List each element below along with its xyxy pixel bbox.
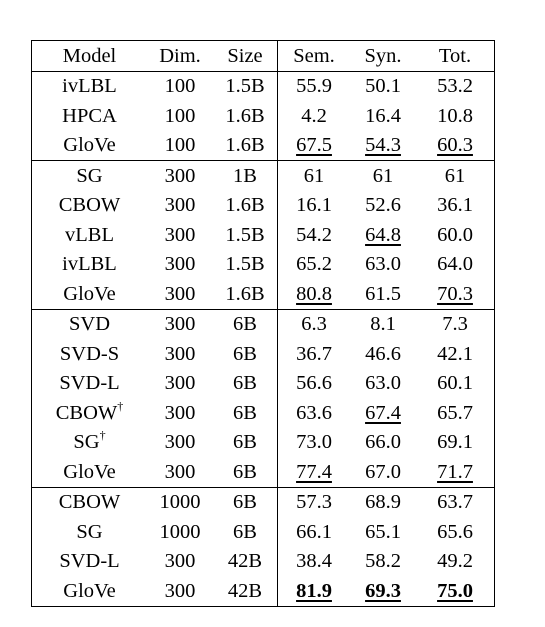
cell-sem bbox=[278, 369, 351, 399]
cell-model bbox=[32, 487, 148, 517]
cell-tot-text: 65.6 bbox=[437, 520, 473, 543]
cell-size-text: 6B bbox=[233, 491, 257, 513]
cell-syn bbox=[350, 250, 416, 280]
cell-dim bbox=[147, 547, 213, 577]
cell-model-text: ivLBL bbox=[62, 75, 117, 97]
cell-sem-text: 73.0 bbox=[296, 431, 332, 453]
table-row bbox=[32, 339, 495, 369]
cell-size-text: 1B bbox=[233, 164, 257, 187]
cell-size bbox=[213, 517, 278, 547]
cell-sem bbox=[278, 576, 351, 606]
cell-tot bbox=[416, 161, 495, 191]
cell-sem bbox=[278, 131, 351, 161]
cell-dim bbox=[147, 191, 213, 221]
cell-dim-text: 300 bbox=[164, 342, 196, 365]
cell-syn-text: 63.0 bbox=[365, 372, 401, 394]
cell-sem bbox=[278, 398, 351, 428]
cell-syn bbox=[350, 339, 416, 369]
cell-model-text: ivLBL bbox=[62, 253, 117, 275]
cell-dim bbox=[147, 576, 213, 606]
cell-tot bbox=[416, 547, 495, 577]
cell-model bbox=[32, 457, 148, 487]
cell-dim bbox=[147, 517, 213, 547]
cell-dim-text: 300 bbox=[164, 194, 196, 216]
cell-tot bbox=[416, 71, 495, 101]
cell-tot-text: 70.3 bbox=[437, 282, 473, 305]
cell-syn bbox=[350, 101, 416, 131]
cell-size-text: 6B bbox=[233, 342, 257, 365]
cell-size-text: 42B bbox=[227, 550, 263, 572]
cell-sem bbox=[278, 161, 351, 191]
cell-sem-text: 77.4 bbox=[296, 460, 332, 483]
table-row bbox=[32, 161, 495, 191]
cell-tot bbox=[416, 309, 495, 339]
cell-tot-text: 60.0 bbox=[437, 223, 473, 246]
table-row bbox=[32, 191, 495, 221]
table-row bbox=[32, 428, 495, 458]
header-tot: Tot. bbox=[416, 41, 495, 72]
cell-sem bbox=[278, 279, 351, 309]
header-size: Size bbox=[213, 41, 278, 72]
cell-dim-text: 300 bbox=[164, 253, 196, 275]
cell-syn-text: 69.3 bbox=[365, 579, 401, 602]
cell-syn bbox=[350, 457, 416, 487]
cell-size bbox=[213, 131, 278, 161]
cell-model bbox=[32, 279, 148, 309]
dagger-mark: † bbox=[117, 398, 124, 413]
cell-sem bbox=[278, 428, 351, 458]
cell-syn-text: 61.5 bbox=[365, 282, 401, 305]
cell-size-text: 6B bbox=[233, 313, 257, 335]
table-row bbox=[32, 101, 495, 131]
table-row bbox=[32, 131, 495, 161]
table-row bbox=[32, 369, 495, 399]
cell-size-text: 1.6B bbox=[225, 104, 265, 127]
cell-dim-text: 100 bbox=[164, 134, 196, 156]
cell-model bbox=[32, 547, 148, 577]
cell-tot bbox=[416, 101, 495, 131]
cell-dim-text: 300 bbox=[164, 550, 196, 572]
cell-dim bbox=[147, 71, 213, 101]
cell-model bbox=[32, 250, 148, 280]
cell-dim bbox=[147, 369, 213, 399]
cell-syn bbox=[350, 279, 416, 309]
cell-dim bbox=[147, 398, 213, 428]
cell-model-text: CBOW bbox=[58, 194, 121, 216]
cell-size bbox=[213, 576, 278, 606]
cell-syn-text: 68.9 bbox=[365, 491, 401, 513]
cell-tot-text: 65.7 bbox=[437, 401, 473, 424]
cell-size bbox=[213, 309, 278, 339]
cell-size bbox=[213, 428, 278, 458]
cell-dim-text: 300 bbox=[164, 313, 196, 335]
cell-size-text: 42B bbox=[227, 579, 263, 602]
table-row bbox=[32, 457, 495, 487]
cell-tot bbox=[416, 369, 495, 399]
cell-syn bbox=[350, 517, 416, 547]
cell-tot bbox=[416, 576, 495, 606]
cell-model bbox=[32, 517, 148, 547]
cell-syn bbox=[350, 428, 416, 458]
cell-model-text: GloVe bbox=[63, 282, 116, 305]
cell-sem bbox=[278, 71, 351, 101]
cell-dim-text: 100 bbox=[164, 75, 196, 97]
cell-syn bbox=[350, 398, 416, 428]
cell-tot-text: 53.2 bbox=[437, 75, 473, 97]
cell-dim-text: 300 bbox=[164, 372, 196, 394]
cell-model-text: GloVe bbox=[63, 460, 116, 483]
cell-tot-text: 60.1 bbox=[437, 372, 473, 394]
cell-size-text: 6B bbox=[233, 401, 257, 424]
cell-sem bbox=[278, 250, 351, 280]
cell-tot-text: 71.7 bbox=[437, 460, 473, 483]
cell-dim bbox=[147, 339, 213, 369]
table-row bbox=[32, 576, 495, 606]
cell-sem-text: 4.2 bbox=[301, 104, 327, 127]
cell-sem-text: 56.6 bbox=[296, 372, 332, 394]
cell-dim-text: 300 bbox=[164, 223, 196, 246]
cell-size bbox=[213, 487, 278, 517]
cell-syn bbox=[350, 191, 416, 221]
cell-size bbox=[213, 71, 278, 101]
cell-sem bbox=[278, 339, 351, 369]
cell-dim bbox=[147, 279, 213, 309]
cell-model bbox=[32, 576, 148, 606]
cell-sem-text: 66.1 bbox=[296, 520, 332, 543]
cell-size-text: 1.5B bbox=[225, 223, 265, 246]
cell-sem-text: 36.7 bbox=[296, 342, 332, 365]
cell-tot-text: 69.1 bbox=[437, 431, 473, 453]
cell-size bbox=[213, 279, 278, 309]
cell-syn-text: 61 bbox=[372, 164, 394, 187]
cell-syn-text: 16.4 bbox=[365, 104, 401, 127]
cell-syn bbox=[350, 161, 416, 191]
cell-tot bbox=[416, 428, 495, 458]
header-model: Model bbox=[32, 41, 148, 72]
cell-tot-text: 61 bbox=[444, 164, 466, 187]
cell-syn bbox=[350, 487, 416, 517]
cell-size bbox=[213, 457, 278, 487]
cell-syn-text: 52.6 bbox=[365, 194, 401, 216]
cell-size bbox=[213, 191, 278, 221]
header-dim: Dim. bbox=[147, 41, 213, 72]
cell-model bbox=[32, 369, 148, 399]
cell-dim bbox=[147, 131, 213, 161]
cell-sem-text: 57.3 bbox=[296, 491, 332, 513]
cell-model-text: SVD-S bbox=[59, 342, 120, 365]
cell-syn bbox=[350, 131, 416, 161]
cell-tot-text: 7.3 bbox=[442, 313, 468, 335]
table-row bbox=[32, 250, 495, 280]
cell-tot bbox=[416, 398, 495, 428]
cell-model-text: GloVe bbox=[63, 579, 116, 602]
cell-model-text: vLBL bbox=[65, 223, 114, 246]
cell-size-text: 6B bbox=[233, 372, 257, 394]
results-table bbox=[31, 40, 495, 607]
cell-syn-text: 67.4 bbox=[365, 401, 401, 424]
cell-sem bbox=[278, 487, 351, 517]
table-row bbox=[32, 220, 495, 250]
cell-sem bbox=[278, 309, 351, 339]
cell-sem-text: 61 bbox=[303, 164, 325, 187]
cell-sem bbox=[278, 517, 351, 547]
cell-syn-text: 46.6 bbox=[365, 342, 401, 365]
cell-model bbox=[32, 101, 148, 131]
cell-model-text: HPCA bbox=[62, 104, 117, 127]
cell-syn bbox=[350, 309, 416, 339]
cell-syn bbox=[350, 547, 416, 577]
cell-model bbox=[32, 398, 148, 428]
cell-dim bbox=[147, 457, 213, 487]
cell-syn-text: 50.1 bbox=[365, 75, 401, 97]
cell-size-text: 1.5B bbox=[225, 75, 265, 97]
table-row bbox=[32, 71, 495, 101]
cell-sem-text: 55.9 bbox=[296, 75, 332, 97]
cell-size bbox=[213, 161, 278, 191]
cell-dim-text: 1000 bbox=[159, 520, 201, 543]
cell-model bbox=[32, 71, 148, 101]
cell-size-text: 1.5B bbox=[225, 253, 265, 275]
header-sem: Sem. bbox=[278, 41, 351, 72]
cell-tot bbox=[416, 517, 495, 547]
cell-model-text: SG bbox=[76, 520, 103, 543]
header-row bbox=[32, 41, 495, 72]
table-row bbox=[32, 398, 495, 428]
cell-dim-text: 300 bbox=[164, 164, 196, 187]
cell-sem bbox=[278, 547, 351, 577]
cell-dim-text: 300 bbox=[164, 401, 196, 424]
cell-syn bbox=[350, 576, 416, 606]
cell-syn-text: 63.0 bbox=[365, 253, 401, 275]
cell-model-text: SVD-L bbox=[59, 550, 120, 572]
cell-syn-text: 64.8 bbox=[365, 223, 401, 246]
cell-dim bbox=[147, 220, 213, 250]
cell-dim bbox=[147, 161, 213, 191]
cell-sem-text: 65.2 bbox=[296, 253, 332, 275]
cell-dim bbox=[147, 101, 213, 131]
cell-sem-text: 6.3 bbox=[301, 313, 327, 335]
cell-model bbox=[32, 428, 148, 458]
cell-tot bbox=[416, 487, 495, 517]
cell-tot bbox=[416, 191, 495, 221]
cell-model bbox=[32, 339, 148, 369]
cell-size bbox=[213, 220, 278, 250]
cell-model-text: CBOW bbox=[55, 401, 118, 424]
cell-dim-text: 1000 bbox=[159, 491, 201, 513]
cell-model-text: GloVe bbox=[63, 134, 116, 156]
cell-dim bbox=[147, 309, 213, 339]
cell-model bbox=[32, 191, 148, 221]
cell-tot bbox=[416, 131, 495, 161]
cell-syn-text: 66.0 bbox=[365, 431, 401, 453]
cell-model-text: SG bbox=[76, 164, 103, 187]
cell-syn-text: 58.2 bbox=[365, 550, 401, 572]
cell-sem-text: 80.8 bbox=[296, 282, 332, 305]
cell-dim bbox=[147, 250, 213, 280]
cell-syn bbox=[350, 220, 416, 250]
cell-dim-text: 300 bbox=[164, 431, 196, 453]
table-row bbox=[32, 547, 495, 577]
cell-tot bbox=[416, 250, 495, 280]
cell-tot-text: 42.1 bbox=[437, 342, 473, 365]
cell-syn bbox=[350, 71, 416, 101]
cell-tot-text: 75.0 bbox=[437, 579, 473, 602]
table-row bbox=[32, 487, 495, 517]
cell-model bbox=[32, 309, 148, 339]
cell-sem bbox=[278, 191, 351, 221]
cell-sem bbox=[278, 220, 351, 250]
table-row bbox=[32, 279, 495, 309]
header-syn: Syn. bbox=[350, 41, 416, 72]
cell-sem-text: 38.4 bbox=[296, 550, 332, 572]
cell-syn-text: 67.0 bbox=[365, 460, 401, 483]
cell-size-text: 6B bbox=[233, 520, 257, 543]
cell-sem-text: 67.5 bbox=[296, 134, 332, 156]
cell-tot-text: 10.8 bbox=[437, 104, 473, 127]
cell-tot-text: 49.2 bbox=[437, 550, 473, 572]
cell-tot bbox=[416, 220, 495, 250]
cell-model bbox=[32, 161, 148, 191]
cell-tot bbox=[416, 279, 495, 309]
cell-sem-text: 81.9 bbox=[296, 579, 332, 602]
cell-tot-text: 63.7 bbox=[437, 491, 473, 513]
cell-syn-text: 54.3 bbox=[365, 134, 401, 156]
table-row bbox=[32, 517, 495, 547]
cell-dim bbox=[147, 428, 213, 458]
cell-size-text: 1.6B bbox=[225, 194, 265, 216]
cell-model-text: SVD-L bbox=[59, 372, 120, 394]
cell-tot bbox=[416, 339, 495, 369]
cell-size bbox=[213, 369, 278, 399]
cell-sem bbox=[278, 457, 351, 487]
cell-syn bbox=[350, 369, 416, 399]
cell-tot-text: 36.1 bbox=[437, 194, 473, 216]
cell-dim-text: 300 bbox=[164, 579, 196, 602]
cell-tot-text: 64.0 bbox=[437, 253, 473, 275]
cell-size bbox=[213, 250, 278, 280]
cell-syn-text: 8.1 bbox=[370, 313, 396, 335]
table-row bbox=[32, 309, 495, 339]
cell-syn-text: 65.1 bbox=[365, 520, 401, 543]
cell-dim-text: 100 bbox=[164, 104, 196, 127]
cell-model-text: SVD bbox=[68, 313, 110, 335]
cell-sem-text: 16.1 bbox=[296, 194, 332, 216]
cell-size-text: 6B bbox=[233, 431, 257, 453]
cell-model bbox=[32, 220, 148, 250]
table-body bbox=[32, 71, 495, 606]
cell-tot-text: 60.3 bbox=[437, 134, 473, 156]
cell-dim-text: 300 bbox=[164, 282, 196, 305]
cell-sem bbox=[278, 101, 351, 131]
cell-size bbox=[213, 339, 278, 369]
cell-size bbox=[213, 398, 278, 428]
cell-size bbox=[213, 101, 278, 131]
cell-sem-text: 63.6 bbox=[296, 401, 332, 424]
cell-sem-text: 54.2 bbox=[296, 223, 332, 246]
cell-size-text: 1.6B bbox=[225, 282, 265, 305]
cell-tot bbox=[416, 457, 495, 487]
dagger-mark: † bbox=[99, 428, 106, 442]
cell-size bbox=[213, 547, 278, 577]
cell-size-text: 6B bbox=[233, 460, 257, 483]
cell-model-text: SG bbox=[73, 431, 100, 453]
cell-dim bbox=[147, 487, 213, 517]
cell-size-text: 1.6B bbox=[225, 134, 265, 156]
cell-dim-text: 300 bbox=[164, 460, 196, 483]
cell-model bbox=[32, 131, 148, 161]
cell-model-text: CBOW bbox=[58, 491, 121, 513]
